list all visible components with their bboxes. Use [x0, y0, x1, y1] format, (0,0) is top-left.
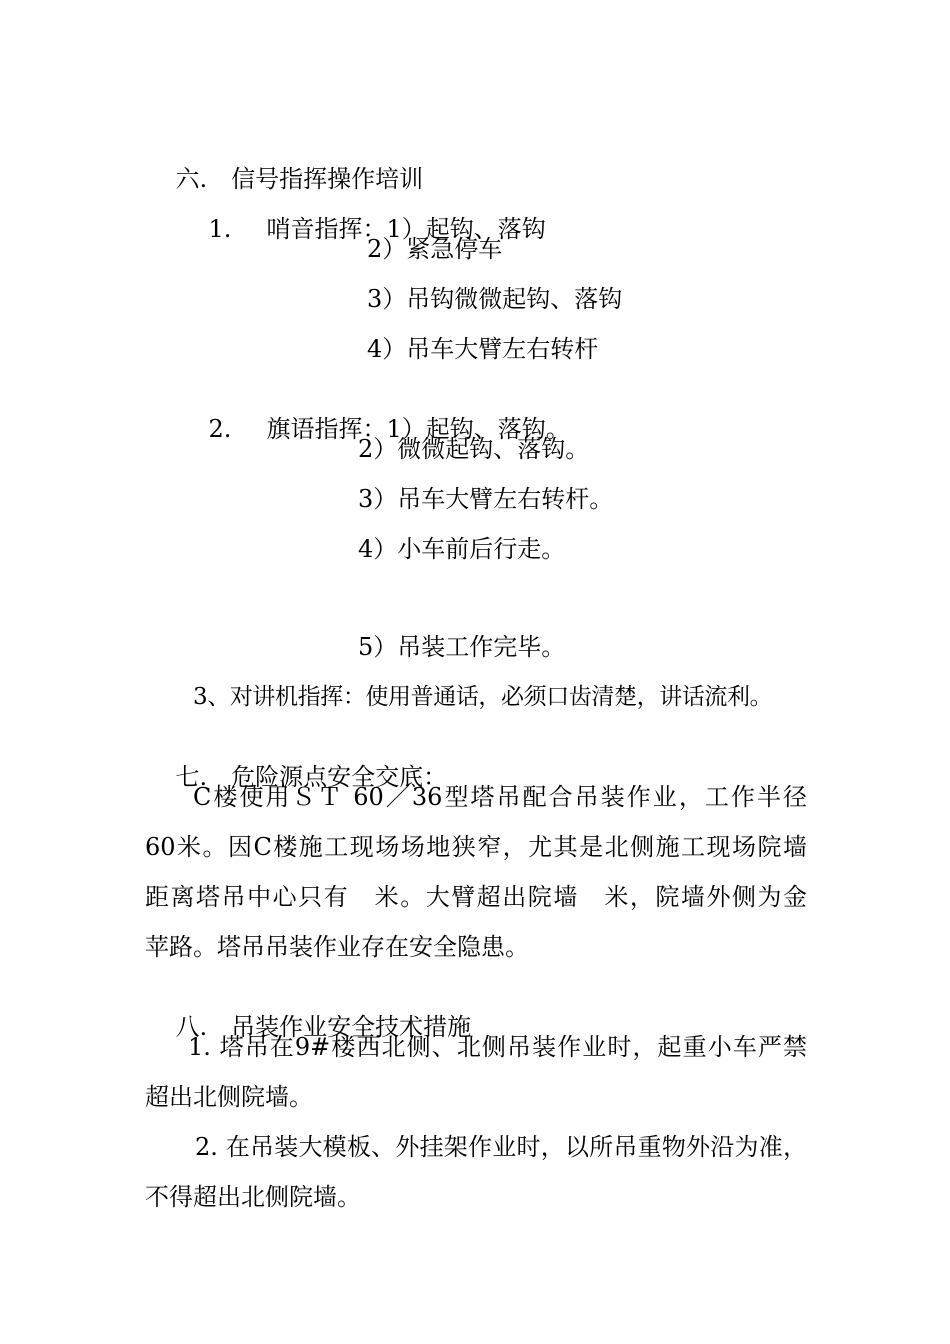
hazard-paragraph-line-1: C楼使用ＳＴ 60／36型塔吊配合吊装作业，工作半径 [193, 783, 807, 811]
whistle-line-1: 1）起钩、落钩 [386, 215, 546, 243]
measure-1-line-1: 1. 塔吊在9#楼西北侧、北侧吊装作业时，起重小车严禁 [188, 1033, 807, 1061]
whistle-line-4: 4）吊车大臂左右转杆 [367, 335, 599, 363]
flag-line-3: 3）吊车大臂左右转杆。 [358, 485, 614, 513]
walkie-talkie-command: 3、对讲机指挥：使用普通话，必须口齿清楚，讲话流利。 [193, 684, 773, 710]
section-8-title: 吊装作业安全技术措施 [231, 1013, 472, 1041]
flag-line-1: 1）起钩、落钩。 [386, 415, 570, 443]
section-8-number: 八. [175, 1013, 208, 1041]
flag-line-2: 2）微微起钩、落钩。 [358, 435, 590, 463]
whistle-line-3: 3）吊钩微微起钩、落钩 [367, 285, 623, 313]
section-6-number: 六. [175, 165, 208, 193]
whistle-command-label: 哨音指挥： [266, 215, 387, 243]
hazard-paragraph-line-3: 距离塔吊中心只有 米。大臂超出院墙 米，院墙外侧为金 [145, 883, 807, 911]
flag-line-4: 4）小车前后行走。 [358, 535, 566, 563]
item-1-number: 1. [208, 215, 232, 243]
flag-line-5: 5）吊装工作完毕。 [358, 633, 566, 661]
hazard-paragraph-line-2: 60米。因C楼施工现场场地狭窄，尤其是北侧施工现场院墙 [145, 833, 807, 861]
item-2-number: 2. [208, 415, 232, 443]
section-6-title: 信号指挥操作培训 [231, 165, 424, 193]
measure-2-line-1: 2. 在吊装大模板、外挂架作业时，以所吊重物外沿为准， [195, 1133, 807, 1161]
flag-command-label: 旗语指挥： [266, 415, 387, 443]
measure-1-line-2: 超出北侧院墙。 [145, 1083, 313, 1111]
section-7-number: 七. [175, 763, 208, 791]
measure-2-line-2: 不得超出北侧院墙。 [145, 1183, 361, 1211]
whistle-line-2: 2）紧急停车 [367, 235, 503, 263]
hazard-paragraph-line-4: 苹路。塔吊吊装作业存在安全隐患。 [145, 933, 529, 961]
section-7-title: 危险源点安全交底： [231, 763, 448, 791]
